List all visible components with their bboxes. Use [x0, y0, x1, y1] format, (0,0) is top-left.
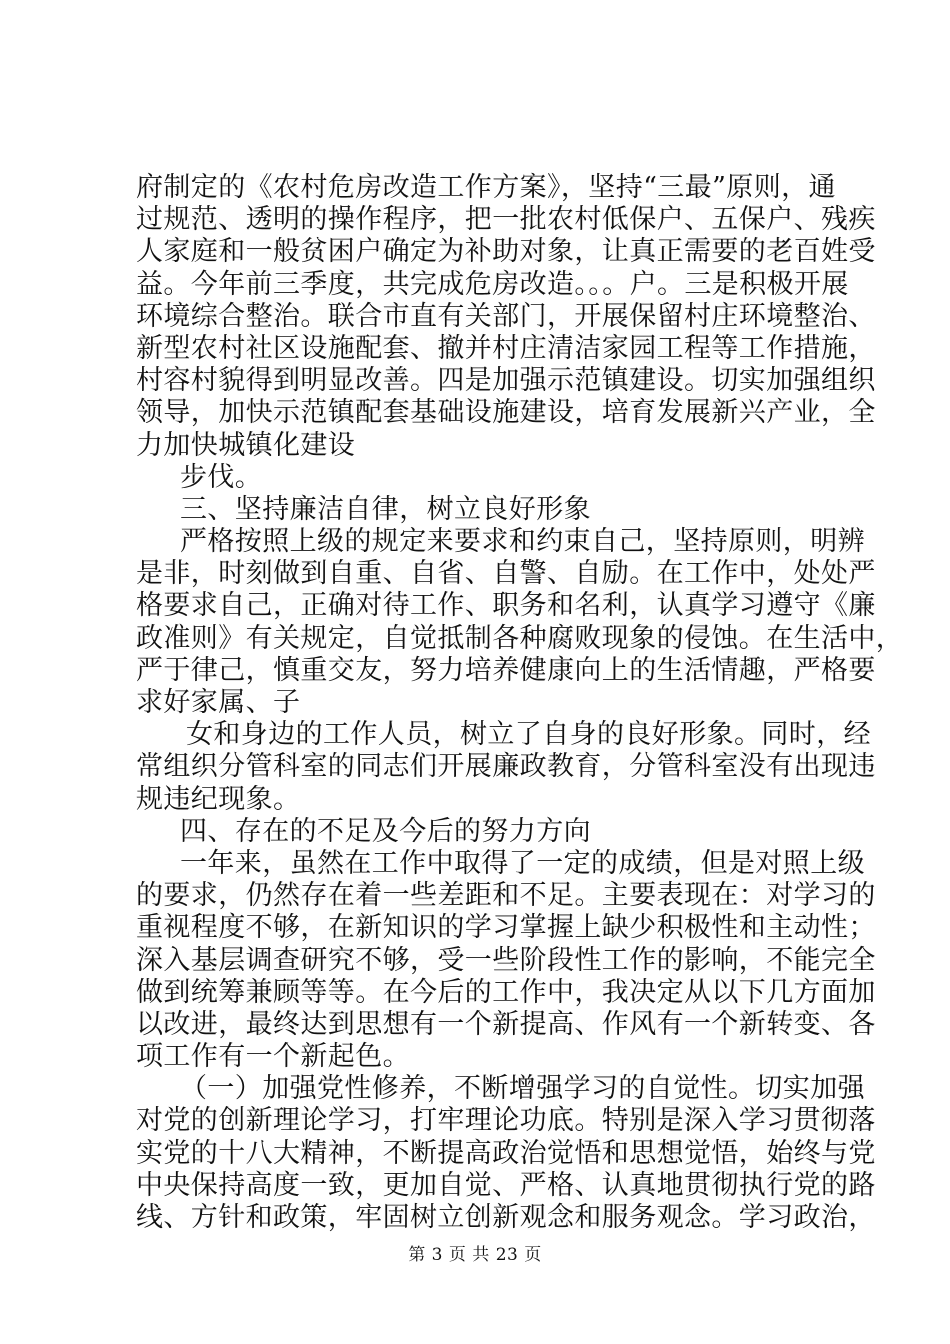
- text-line: 严格按照上级的规定来要求和约束自己，坚持原则，明辨: [180, 526, 865, 558]
- text-line: 村容村貌得到明显改善。四是加强示范镇建设。切实加强组织: [136, 365, 876, 397]
- text-line: 步伐。: [180, 461, 263, 493]
- text-line: 格要求自己，正确对待工作、职务和名利，认真学习遵守《廉: [136, 590, 876, 622]
- section-heading: 三、坚持廉洁自律，树立良好形象: [180, 493, 591, 525]
- text-line: 规违纪现象。: [136, 783, 301, 815]
- text-line: 做到统筹兼顾等等。在今后的工作中，我决定从以下几方面加: [136, 976, 876, 1008]
- text-line: 常组织分管科室的同志们开展廉政教育，分管科室没有出现违: [136, 751, 876, 783]
- text-line: 力加快城镇化建设: [136, 429, 356, 461]
- section-heading: 四、存在的不足及今后的努力方向: [180, 815, 591, 847]
- text-line: 对党的创新理论学习，打牢理论功底。特别是深入学习贯彻落: [136, 1105, 876, 1137]
- text-line: 严于律己，慎重交友，努力培养健康向上的生活情趣，严格要: [136, 654, 876, 686]
- text-line: 中央保持高度一致，更加自觉、严格、认真地贯彻执行党的路: [136, 1169, 876, 1201]
- text-line: 过规范、透明的操作程序，把一批农村低保户、五保户、残疾: [136, 204, 876, 236]
- text-line: 线、方针和政策，牢固树立创新观念和服务观念。学习政治，: [136, 1202, 876, 1233]
- text-line: 求好家属、子: [136, 687, 301, 718]
- text-line: 府制定的《农村危房改造工作方案》，坚持“三最”原则，通: [136, 172, 836, 203]
- text-line: 重视程度不够，在新知识的学习掌握上缺少积极性和主动性；: [136, 912, 876, 944]
- page-footer: 第 3 页 共 23 页: [408, 1245, 542, 1265]
- text-line: 政准则》有关规定，自觉抵制各种腐败现象的侵蚀。在生活中，: [136, 622, 904, 654]
- text-line: 人家庭和一般贫困户确定为补助对象，让真正需要的老百姓受: [136, 236, 876, 268]
- text-line: 项工作有一个新起色。: [136, 1041, 410, 1073]
- text-line: 新型农村社区设施配套、撤并村庄清洁家园工程等工作措施，: [136, 332, 876, 364]
- text-line: 一年来，虽然在工作中取得了一定的成绩，但是对照上级: [180, 847, 865, 879]
- text-line: 是非，时刻做到自重、自省、自警、自励。在工作中，处处严: [136, 558, 876, 590]
- text-line: 益。今年前三季度，共完成危房改造。。。户。三是积极开展: [136, 268, 849, 300]
- text-line: （一）加强党性修养，不断增强学习的自觉性。切实加强: [180, 1073, 865, 1105]
- text-line: 领导，加快示范镇配套基础设施建设，培育发展新兴产业，全: [136, 397, 876, 429]
- document-body: [136, 172, 904, 1234]
- text-line: 实党的十八大精神，不断提高政治觉悟和思想觉悟，始终与党: [136, 1137, 876, 1169]
- text-line: 以改进，最终达到思想有一个新提高、作风有一个新转变、各: [136, 1008, 876, 1040]
- text-line: 女和身边的工作人员，树立了自身的良好形象。同时，经: [186, 719, 871, 751]
- text-line: 的要求，仍然存在着一些差距和不足。主要表现在：对学习的: [136, 880, 876, 912]
- text-line: 环境综合整治。联合市直有关部门，开展保留村庄环境整治、: [136, 300, 876, 332]
- text-line: 深入基层调查研究不够，受一些阶段性工作的影响，不能完全: [136, 944, 876, 976]
